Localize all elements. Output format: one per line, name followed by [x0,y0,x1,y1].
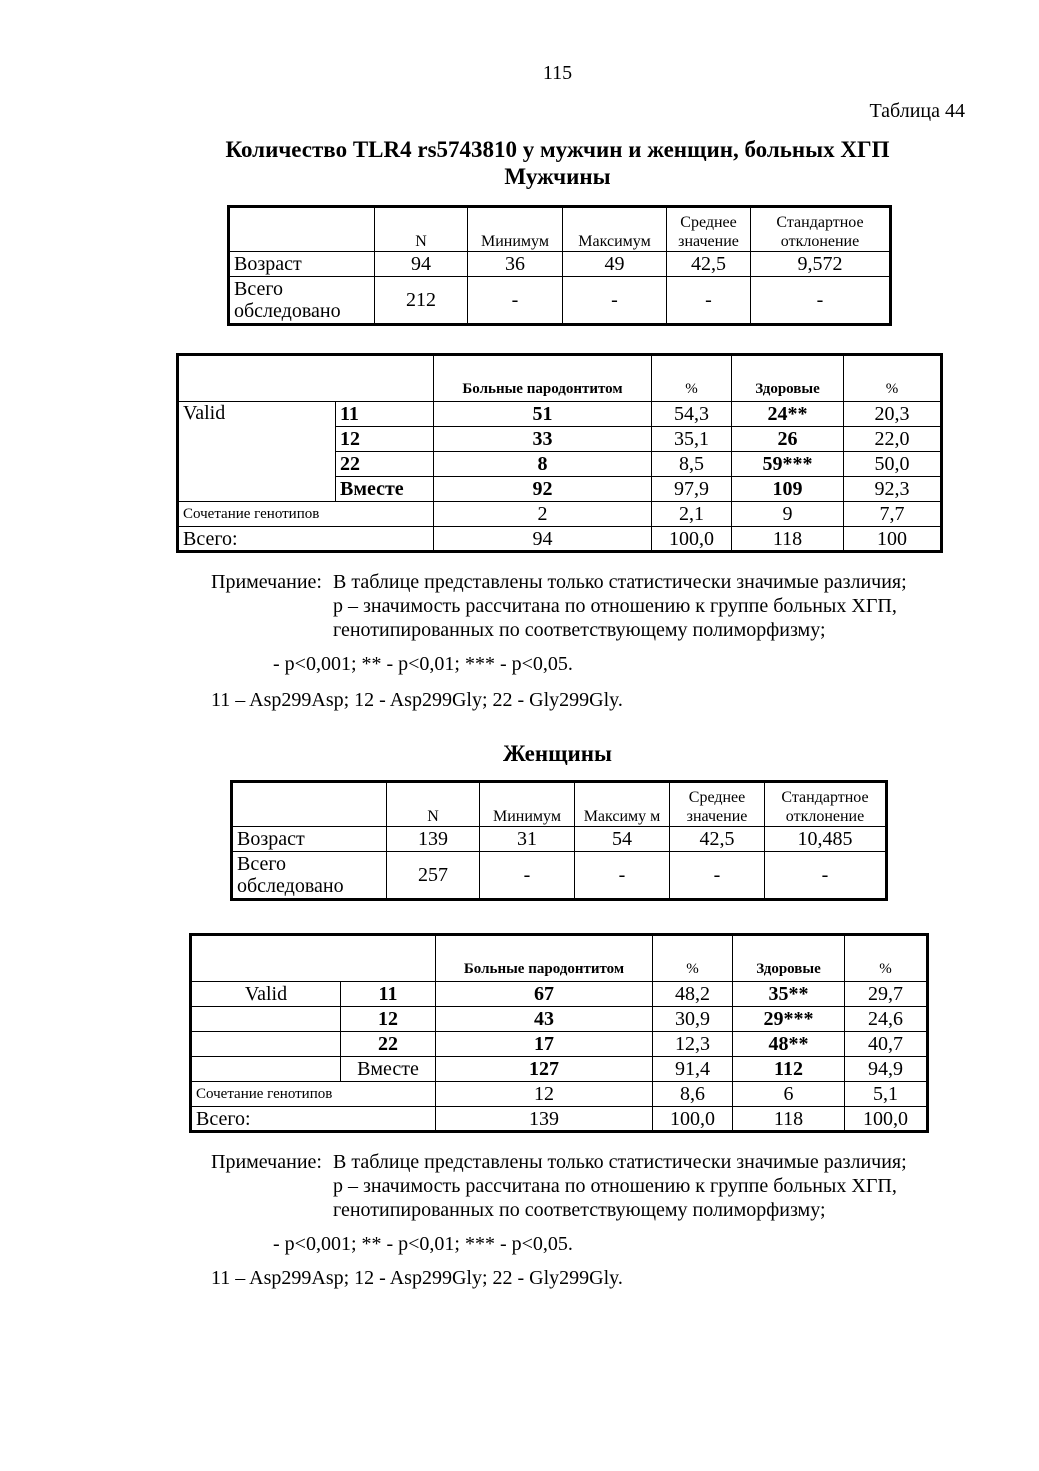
row-label: Возраст [232,827,387,852]
cell: 9 [732,502,844,527]
header-percent: % [845,935,928,982]
page-number: 115 [542,62,573,84]
empty-cell [178,477,336,502]
cell: 109 [732,477,844,502]
cell: 51 [434,402,652,427]
cell: 42,5 [667,252,751,277]
cell: 12,3 [653,1032,733,1057]
cell: 100,0 [652,527,732,552]
genotype-code: Вместе [341,1057,436,1082]
valid-label: Valid [191,982,341,1007]
empty-cell [341,935,436,982]
header-patients: Больные пародонтитом [436,935,653,982]
cell: 257 [387,852,480,900]
cell: 212 [375,277,468,325]
cell: 97,9 [652,477,732,502]
cell: 67 [436,982,653,1007]
genotype-codes-note: 11 – Asp299Asp; 12 - Asp299Gly; 22 - Gly299Gly. [211,689,623,711]
cell: 36 [468,252,563,277]
header-max: Максиму м [575,782,670,827]
genotype-code: 12 [336,427,434,452]
cell: 100,0 [653,1107,733,1132]
cell: - [468,277,563,325]
cell: 29,7 [845,982,928,1007]
cell: 6 [733,1082,845,1107]
cell: - [575,852,670,900]
empty-cell [191,935,341,982]
header-min: Минимум [468,207,563,252]
header-n: N [375,207,468,252]
empty-cell [178,452,336,477]
cell: 91,4 [653,1057,733,1082]
empty-cell [232,782,387,827]
empty-cell [178,427,336,452]
cell: 8,5 [652,452,732,477]
empty-cell [191,1007,341,1032]
header-n: N [387,782,480,827]
header-percent: % [652,355,732,402]
men-age-table [227,205,892,326]
note-line: p – значимость рассчитана по отношению к группе больных ХГП, [333,595,897,617]
note-line: генотипированных по соответствующему полиморфизму; [333,619,826,641]
cell: - [480,852,575,900]
cell: 42,5 [670,827,765,852]
cell: - [751,277,891,325]
note-line: p – значимость рассчитана по отношению к группе больных ХГП, [333,1175,897,1197]
cell: 127 [436,1057,653,1082]
cell: 8,6 [653,1082,733,1107]
header-mean: Среднее значение [670,782,765,827]
total-label: Всего: [178,527,434,552]
cell: 8 [434,452,652,477]
note-label: Примечание: [211,571,322,593]
header-percent: % [844,355,942,402]
header-percent: % [653,935,733,982]
cell: 29*** [733,1007,845,1032]
cell: 43 [436,1007,653,1032]
cell: 7,7 [844,502,942,527]
cell: 54,3 [652,402,732,427]
cell: 9,572 [751,252,891,277]
combo-label: Сочетание генотипов [178,502,434,527]
genotype-codes-note: 11 – Asp299Asp; 12 - Asp299Gly; 22 - Gly299Gly. [211,1267,623,1289]
cell: 118 [732,527,844,552]
note-label: Примечание: [211,1151,322,1173]
genotype-code: 11 [336,402,434,427]
header-patients: Больные пародонтитом [434,355,652,402]
cell: 40,7 [845,1032,928,1057]
cell: 17 [436,1032,653,1057]
page-title: Количество TLR4 rs5743810 у мужчин и женщин, больных ХГП [225,137,890,162]
cell: 30,9 [653,1007,733,1032]
cell: 94 [375,252,468,277]
note-line: В таблице представлены только статистически значимые различия; [333,571,907,593]
cell: 35** [733,982,845,1007]
significance-note: - p<0,001; ** - p<0,01; *** - p<0,05. [273,653,573,675]
cell: 59*** [732,452,844,477]
cell: 50,0 [844,452,942,477]
significance-note: - p<0,001; ** - p<0,01; *** - p<0,05. [273,1233,573,1255]
men-heading: Мужчины [504,164,611,189]
cell: 49 [563,252,667,277]
genotype-code: Вместе [336,477,434,502]
cell: 24** [732,402,844,427]
header-max: Максимум [563,207,667,252]
valid-label: Valid [178,402,336,427]
cell: - [563,277,667,325]
cell: 5,1 [845,1082,928,1107]
row-label: Всего обследовано [229,277,375,325]
empty-cell [229,207,375,252]
cell: - [670,852,765,900]
genotype-code: 11 [341,982,436,1007]
cell: 139 [436,1107,653,1132]
cell: 12 [436,1082,653,1107]
row-label: Возраст [229,252,375,277]
cell: 26 [732,427,844,452]
cell: 94,9 [845,1057,928,1082]
cell: 48,2 [653,982,733,1007]
cell: 2 [434,502,652,527]
cell: 24,6 [845,1007,928,1032]
men-genotype-table [176,353,943,553]
cell: 92,3 [844,477,942,502]
empty-cell [191,1032,341,1057]
cell: 118 [733,1107,845,1132]
cell: 48** [733,1032,845,1057]
header-sd: Стандартное отклонение [765,782,887,827]
cell: 92 [434,477,652,502]
cell: - [765,852,887,900]
cell: 100,0 [845,1107,928,1132]
empty-cell [191,1057,341,1082]
note-line: В таблице представлены только статистически значимые различия; [333,1151,907,1173]
women-heading: Женщины [503,741,612,766]
cell: 10,485 [765,827,887,852]
header-healthy: Здоровые [732,355,844,402]
empty-cell [178,355,336,402]
genotype-code: 12 [341,1007,436,1032]
cell: 94 [434,527,652,552]
cell: 35,1 [652,427,732,452]
note-line: генотипированных по соответствующему полиморфизму; [333,1199,826,1221]
cell: 33 [434,427,652,452]
total-label: Всего: [191,1107,436,1132]
cell: 2,1 [652,502,732,527]
header-healthy: Здоровые [733,935,845,982]
header-sd: Стандартное отклонение [751,207,891,252]
cell: - [667,277,751,325]
table-label: Таблица 44 [869,100,965,122]
cell: 112 [733,1057,845,1082]
genotype-code: 22 [336,452,434,477]
cell: 22,0 [844,427,942,452]
genotype-code: 22 [341,1032,436,1057]
combo-label: Сочетание генотипов [191,1082,436,1107]
women-genotype-table [189,933,929,1133]
cell: 54 [575,827,670,852]
women-age-table [230,780,888,901]
cell: 100 [844,527,942,552]
empty-cell [336,355,434,402]
cell: 20,3 [844,402,942,427]
cell: 31 [480,827,575,852]
row-label: Всего обследовано [232,852,387,900]
cell: 139 [387,827,480,852]
header-mean: Среднее значение [667,207,751,252]
header-min: Минимум [480,782,575,827]
